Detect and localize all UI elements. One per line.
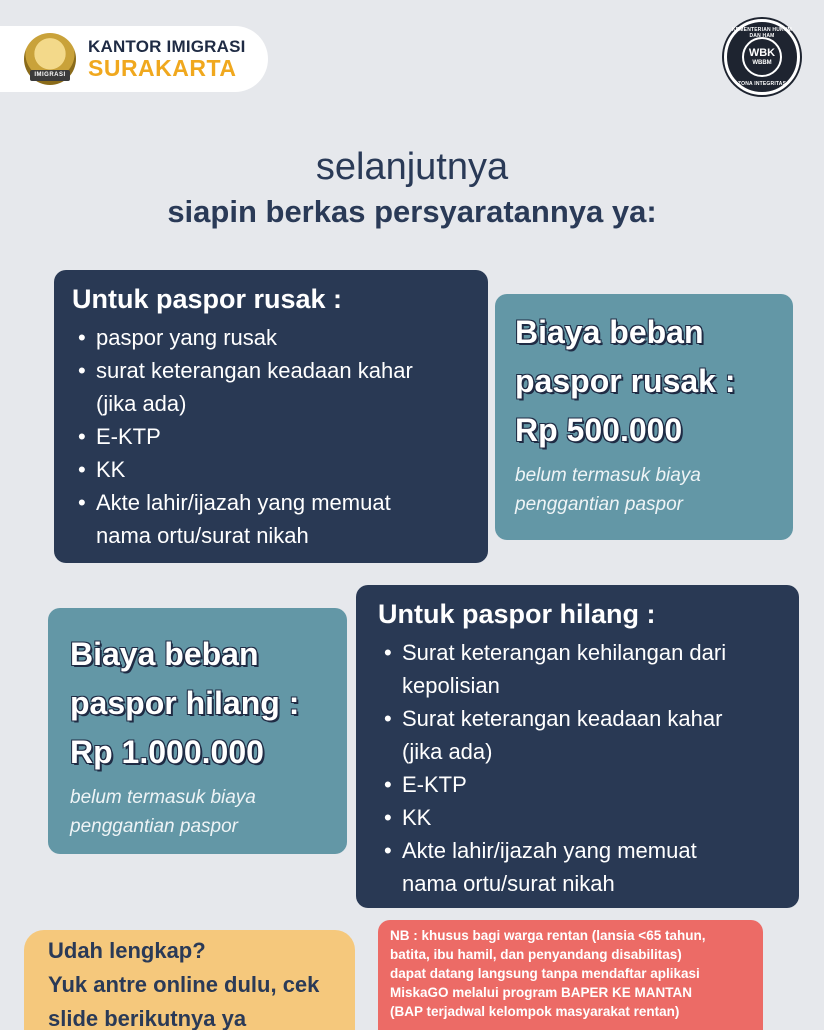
list-item: • KK: [72, 453, 470, 486]
office-name-line1: KANTOR IMIGRASI: [88, 37, 246, 56]
emblem-ribbon-text: IMIGRASI: [30, 70, 70, 81]
badge-ring-top-text: KEMENTERIAN HUKUM DAN HAM: [731, 27, 793, 39]
office-name-line2: SURAKARTA: [88, 54, 237, 81]
nb-line3: dapat datang langsung tanpa mendaftar aplikasi: [390, 966, 700, 981]
list-item: [72, 486, 470, 552]
imigrasi-emblem-icon: [24, 33, 76, 85]
list-item: • paspor yang rusak: [72, 321, 470, 354]
headline-line1: selanjutnya: [315, 146, 509, 188]
rusak-cost-note: [515, 461, 773, 519]
hilang-title: Untuk paspor hilang :: [378, 599, 656, 629]
headline-line2: siapin berkas persyaratannya ya:: [167, 194, 657, 229]
list-item: [378, 834, 777, 900]
hilang-requirements-card: [356, 585, 799, 908]
hilang-cost-note-line1: belum termasuk biaya: [70, 787, 256, 808]
rusak-title: Untuk paspor rusak :: [72, 284, 343, 314]
list-item-text: surat keterangan keadaan kahar: [96, 358, 413, 383]
hilang-cost-line2: paspor hilang :: [70, 685, 300, 721]
list-item: • E-KTP: [378, 768, 777, 801]
list-item: • E-KTP: [72, 420, 470, 453]
callout-line3: slide berikutnya ya: [48, 1006, 247, 1030]
callout-line2: Yuk antre online dulu, cek: [48, 972, 320, 997]
list-item-text-cont: (jika ada): [96, 391, 187, 416]
rusak-cost-line2: paspor rusak :: [515, 363, 736, 399]
list-item-text-cont: nama ortu/surat nikah: [402, 871, 615, 896]
nb-line5: (BAP terjadwal kelompok masyarakat rentan): [390, 1004, 680, 1019]
rusak-cost-line1: Biaya beban: [515, 314, 704, 350]
callout-line1: Udah lengkap?: [48, 938, 206, 963]
list-item-text: Surat keterangan keadaan kahar: [402, 706, 723, 731]
rusak-cost-card: [495, 294, 793, 540]
hilang-cost-line1: Biaya beban: [70, 636, 259, 672]
list-item-text: Surat keterangan kehilangan dari: [402, 640, 727, 665]
list-item: • KK: [378, 801, 777, 834]
hilang-requirements-list: [378, 636, 777, 900]
list-item-text: Akte lahir/ijazah yang memuat: [96, 490, 391, 515]
nb-note: [378, 920, 763, 1030]
office-brand: [0, 26, 268, 92]
hilang-cost-card: [48, 608, 347, 854]
rusak-cost-note-line2: penggantian paspor: [515, 494, 683, 515]
rusak-requirements-list: [72, 321, 470, 552]
list-item: [378, 636, 777, 702]
badge-center: [742, 37, 782, 77]
next-slide-callout: [24, 930, 355, 1030]
hilang-cost-note-line2: penggantian paspor: [70, 816, 238, 837]
nb-line2: batita, ibu hamil, dan penyandang disabilitas): [390, 947, 682, 962]
list-item-text-cont: kepolisian: [402, 673, 500, 698]
rusak-cost-amount: Rp 500.000: [515, 412, 683, 448]
hilang-cost-amount: Rp 1.000.000: [70, 734, 264, 770]
list-item-text-cont: (jika ada): [402, 739, 493, 764]
rusak-requirements-card: [54, 270, 488, 563]
list-item: [378, 702, 777, 768]
badge-sub-text: WBBM: [752, 60, 772, 66]
list-item: [72, 354, 470, 420]
nb-line4: MiskaGO melalui program BAPER KE MANTAN: [390, 985, 693, 1000]
rusak-cost-note-line1: belum termasuk biaya: [515, 465, 701, 486]
list-item-text: Akte lahir/ijazah yang memuat: [402, 838, 697, 863]
wbk-badge-icon: [724, 19, 800, 95]
badge-main-text: WBK: [748, 47, 776, 59]
hilang-cost-note: [70, 783, 325, 841]
list-item-text-cont: nama ortu/surat nikah: [96, 523, 309, 548]
badge-ring-bottom-text: ZONA INTEGRITAS: [737, 81, 787, 87]
nb-line1: NB : khusus bagi warga rentan (lansia <65 tahun,: [390, 928, 706, 943]
office-name: [88, 38, 246, 80]
